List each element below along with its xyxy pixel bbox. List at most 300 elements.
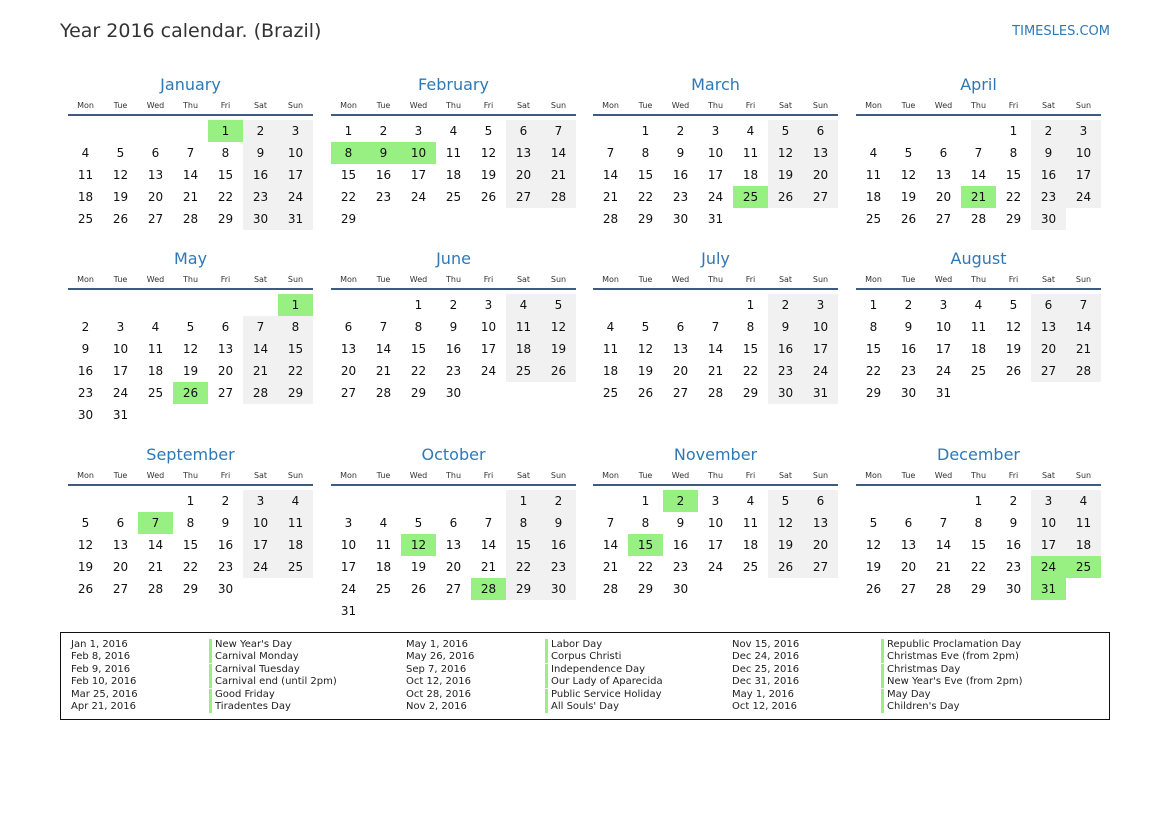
day-cell: 31 [340,604,357,618]
weekday-label: Sat [516,275,531,284]
holiday-day-cell: 7 [138,512,173,534]
weekday-label: Mon [602,101,619,110]
day-cell: 15 [278,338,313,360]
holiday-name: Children's Day [881,701,960,713]
day-cell: 8 [186,516,195,530]
day-cell: 16 [375,168,392,182]
day-cell: 28 [602,212,619,226]
weekday-label: Tue [901,101,916,110]
weekday-label: Mon [340,471,357,480]
day-cell: 27 [506,186,541,208]
holiday-name: Carnival end (until 2pm) [209,676,337,688]
month-february [331,75,576,255]
weekday-label: Sat [253,101,268,110]
holiday-date: Feb 10, 2016 [71,676,137,688]
day-cell: 1 [746,298,755,312]
day-cell: 12 [768,512,803,534]
day-cell: 13 [112,538,129,552]
weekday-label: Sun [550,101,567,110]
day-cell: 22 [637,190,654,204]
day-cell: 2 [221,494,230,508]
day-cell: 25 [445,190,462,204]
day-cell: 26 [768,556,803,578]
holiday-date: Mar 25, 2016 [71,688,138,700]
day-cell: 1 [1009,124,1018,138]
day-cell: 15 [217,168,234,182]
day-cell: 18 [506,338,541,360]
month-divider [68,288,313,290]
weekday-label: Tue [113,101,128,110]
weekday-label: Mon [602,471,619,480]
weekday-label: Thu [182,101,199,110]
month-november [593,445,838,625]
day-cell: 6 [939,146,948,160]
day-cell: 28 [935,582,952,596]
day-cell: 12 [112,168,129,182]
weekday-label: Mon [602,275,619,284]
weekday-label: Fri [1008,275,1019,284]
day-cell: 15 [742,342,759,356]
day-cell: 8 [414,320,423,334]
day-cell: 4 [606,320,615,334]
day-cell: 17 [410,168,427,182]
weekday-label: Tue [376,275,391,284]
weekday-label: Mon [340,101,357,110]
holiday-name: Carnival Tuesday [209,664,300,676]
weekday-label: Fri [220,275,231,284]
day-cell: 20 [445,560,462,574]
day-cell: 10 [935,320,952,334]
day-cell: 21 [707,364,724,378]
weekday-label: Thu [182,275,199,284]
day-cell: 13 [1031,316,1066,338]
day-cell: 10 [803,316,838,338]
day-cell: 24 [243,556,278,578]
day-cell: 9 [221,516,230,530]
day-cell: 25 [375,582,392,596]
day-cell: 25 [147,386,164,400]
day-cell: 27 [340,386,357,400]
site-link[interactable]: TIMESLES.COM [1012,24,1110,39]
day-cell: 8 [221,146,230,160]
holiday-day-cell: 31 [1031,578,1066,600]
weekday-label: Sat [253,275,268,284]
day-cell: 26 [541,360,576,382]
month-september [68,445,313,625]
weekday-label: Tue [901,471,916,480]
day-cell: 9 [81,342,90,356]
day-cell: 3 [414,124,423,138]
day-cell: 5 [768,120,803,142]
day-cell: 13 [506,142,541,164]
day-cell: 5 [869,516,878,530]
day-cell: 23 [77,386,94,400]
day-cell: 6 [116,516,125,530]
weekday-label: Fri [1008,471,1019,480]
weekday-label: Thu [182,471,199,480]
day-cell: 4 [1066,490,1101,512]
day-cell: 19 [900,190,917,204]
day-cell: 31 [278,208,313,230]
day-cell: 29 [742,386,759,400]
day-cell: 1 [641,124,650,138]
day-cell: 18 [77,190,94,204]
day-cell: 29 [278,382,313,404]
weekday-label: Sun [287,471,304,480]
day-cell: 6 [506,120,541,142]
day-cell: 11 [77,168,94,182]
day-cell: 4 [506,294,541,316]
day-cell: 23 [1031,186,1066,208]
day-cell: 13 [445,538,462,552]
day-cell: 16 [672,168,689,182]
day-cell: 3 [484,298,493,312]
day-cell: 19 [1005,342,1022,356]
day-cell: 22 [278,360,313,382]
day-cell: 22 [410,364,427,378]
day-cell: 20 [803,534,838,556]
day-cell: 24 [935,364,952,378]
day-cell: 5 [904,146,913,160]
month-june [331,249,576,429]
day-cell: 26 [768,186,803,208]
weekday-label: Sat [516,471,531,480]
day-cell: 29 [1005,212,1022,226]
weekday-label: Thu [445,101,462,110]
day-cell: 14 [541,142,576,164]
day-cell: 5 [1009,298,1018,312]
day-cell: 27 [803,556,838,578]
weekday-label: Wed [409,275,428,284]
month-divider [68,114,313,116]
weekday-label: Mon [77,101,94,110]
day-cell: 15 [506,534,541,556]
day-cell: 13 [147,168,164,182]
day-cell: 14 [375,342,392,356]
weekday-label: Thu [970,101,987,110]
day-cell: 10 [340,538,357,552]
day-cell: 17 [1031,534,1066,556]
day-cell: 4 [746,494,755,508]
day-cell: 7 [606,516,615,530]
day-cell: 5 [186,320,195,334]
day-cell: 11 [375,538,392,552]
day-cell: 31 [707,212,724,226]
day-cell: 1 [506,490,541,512]
day-cell: 11 [970,320,987,334]
day-cell: 3 [344,516,353,530]
day-cell: 5 [116,146,125,160]
page-title: Year 2016 calendar. (Brazil) [60,20,322,42]
day-cell: 23 [672,560,689,574]
month-title: May [173,249,208,268]
day-cell: 29 [410,386,427,400]
weekday-label: Sat [1041,275,1056,284]
day-cell: 1 [869,298,878,312]
weekday-label: Tue [638,275,653,284]
day-cell: 17 [707,168,724,182]
weekday-label: Sun [287,101,304,110]
day-cell: 27 [1031,360,1066,382]
weekday-label: Tue [638,471,653,480]
day-cell: 20 [340,364,357,378]
day-cell: 12 [77,538,94,552]
weekday-label: Wed [934,101,953,110]
day-cell: 24 [112,386,129,400]
weekday-label: Wed [934,471,953,480]
day-cell: 29 [217,212,234,226]
day-cell: 6 [803,490,838,512]
day-cell: 2 [449,298,458,312]
day-cell: 25 [506,360,541,382]
day-cell: 1 [344,124,353,138]
month-title: June [436,249,471,268]
day-cell: 14 [182,168,199,182]
day-cell: 20 [506,164,541,186]
month-january [68,75,313,255]
day-cell: 31 [935,386,952,400]
day-cell: 29 [637,582,654,596]
month-title: February [418,75,489,94]
day-cell: 9 [449,320,458,334]
day-cell: 1 [186,494,195,508]
month-title: December [937,445,1020,464]
day-cell: 7 [939,516,948,530]
day-cell: 6 [1031,294,1066,316]
day-cell: 16 [243,164,278,186]
month-title: July [701,249,730,268]
holiday-day-cell: 26 [173,382,208,404]
weekday-label: Wed [671,471,690,480]
day-cell: 3 [803,294,838,316]
day-cell: 4 [449,124,458,138]
day-cell: 20 [112,560,129,574]
holiday-day-cell: 25 [1066,556,1101,578]
day-cell: 1 [974,494,983,508]
month-divider [593,288,838,290]
month-divider [593,114,838,116]
day-cell: 30 [445,386,462,400]
day-cell: 22 [1005,190,1022,204]
day-cell: 5 [541,294,576,316]
day-cell: 14 [1066,316,1101,338]
weekday-label: Mon [77,275,94,284]
day-cell: 21 [602,560,619,574]
holiday-day-cell: 1 [278,294,313,316]
day-cell: 20 [900,560,917,574]
day-cell: 7 [541,120,576,142]
holiday-name: New Year's Day [209,639,292,651]
day-cell: 28 [970,212,987,226]
weekday-label: Sun [1075,275,1092,284]
holiday-date: Sep 7, 2016 [406,663,467,675]
day-cell: 21 [1066,338,1101,360]
weekday-label: Sat [1041,101,1056,110]
day-cell: 25 [970,364,987,378]
day-cell: 16 [672,538,689,552]
day-cell: 27 [217,386,234,400]
day-cell: 19 [410,560,427,574]
day-cell: 10 [278,142,313,164]
day-cell: 11 [742,516,759,530]
day-cell: 21 [480,560,497,574]
holiday-date: Jan 1, 2016 [71,639,128,650]
day-cell: 23 [243,186,278,208]
day-cell: 14 [602,538,619,552]
day-cell: 26 [480,190,497,204]
day-cell: 4 [869,146,878,160]
day-cell: 21 [375,364,392,378]
day-cell: 17 [112,364,129,378]
day-cell: 6 [151,146,160,160]
month-title: March [691,75,740,94]
day-cell: 24 [803,360,838,382]
weekday-label: Sat [778,275,793,284]
weekday-label: Mon [77,471,94,480]
month-divider [331,114,576,116]
holiday-name: Our Lady of Aparecida [545,676,663,688]
day-cell: 11 [147,342,164,356]
month-march [593,75,838,255]
day-cell: 14 [602,168,619,182]
day-cell: 19 [865,560,882,574]
day-cell: 25 [602,386,619,400]
weekday-label: Thu [707,101,724,110]
weekday-label: Fri [745,275,756,284]
day-cell: 8 [746,320,755,334]
day-cell: 21 [243,360,278,382]
day-cell: 10 [1066,142,1101,164]
day-cell: 30 [1031,208,1066,230]
day-cell: 22 [865,364,882,378]
day-cell: 9 [541,512,576,534]
holiday-date: Apr 21, 2016 [71,701,137,712]
holiday-name: Tiradentes Day [209,701,291,713]
holiday-day-cell: 24 [1031,556,1066,578]
weekday-label: Tue [638,101,653,110]
holiday-date: Dec 24, 2016 [732,651,800,663]
holiday-name: Independence Day [545,664,645,676]
day-cell: 26 [900,212,917,226]
weekday-label: Wed [146,471,165,480]
day-cell: 9 [904,320,913,334]
day-cell: 12 [900,168,917,182]
weekday-label: Sun [812,275,829,284]
holiday-day-cell: 21 [961,186,996,208]
holiday-date: May 1, 2016 [732,688,795,700]
day-cell: 30 [77,408,94,422]
day-cell: 14 [243,338,278,360]
weekday-label: Fri [1008,101,1019,110]
holiday-legend [60,632,1110,720]
weekday-label: Tue [376,101,391,110]
day-cell: 29 [970,582,987,596]
month-divider [331,484,576,486]
day-cell: 18 [865,190,882,204]
day-cell: 4 [151,320,160,334]
month-divider [856,114,1101,116]
holiday-name: New Year's Eve (from 2pm) [881,676,1023,688]
day-cell: 7 [186,146,195,160]
day-cell: 23 [1005,560,1022,574]
day-cell: 10 [1031,512,1066,534]
day-cell: 31 [112,408,129,422]
weekday-label: Mon [865,471,882,480]
day-cell: 23 [541,556,576,578]
day-cell: 8 [974,516,983,530]
day-cell: 18 [147,364,164,378]
day-cell: 18 [375,560,392,574]
holiday-date: Oct 12, 2016 [732,701,797,712]
day-cell: 21 [147,560,164,574]
weekday-label: Fri [220,471,231,480]
weekday-label: Sat [778,471,793,480]
day-cell: 30 [900,386,917,400]
day-cell: 18 [602,364,619,378]
day-cell: 19 [77,560,94,574]
day-cell: 22 [506,556,541,578]
weekday-label: Sun [812,471,829,480]
day-cell: 17 [340,560,357,574]
day-cell: 17 [1066,164,1101,186]
day-cell: 5 [414,516,423,530]
day-cell: 23 [375,190,392,204]
day-cell: 3 [1066,120,1101,142]
weekday-label: Fri [745,101,756,110]
day-cell: 2 [379,124,388,138]
day-cell: 21 [541,164,576,186]
weekday-label: Wed [146,275,165,284]
day-cell: 5 [484,124,493,138]
weekday-label: Fri [483,471,494,480]
month-april [856,75,1101,255]
day-cell: 20 [672,364,689,378]
day-cell: 4 [81,146,90,160]
weekday-label: Sun [550,471,567,480]
day-cell: 19 [182,364,199,378]
day-cell: 17 [707,538,724,552]
day-cell: 10 [707,516,724,530]
day-cell: 30 [672,212,689,226]
holiday-name: Public Service Holiday [545,689,662,701]
day-cell: 15 [1005,168,1022,182]
holiday-name: Labor Day [545,639,602,651]
day-cell: 27 [112,582,129,596]
day-cell: 9 [768,316,803,338]
day-cell: 29 [865,386,882,400]
day-cell: 31 [803,382,838,404]
day-cell: 4 [746,124,755,138]
day-cell: 21 [602,190,619,204]
day-cell: 9 [243,142,278,164]
day-cell: 16 [900,342,917,356]
holiday-date: Nov 15, 2016 [732,639,800,650]
day-cell: 14 [970,168,987,182]
month-december [856,445,1101,625]
day-cell: 18 [742,168,759,182]
day-cell: 7 [243,316,278,338]
weekday-label: Wed [146,101,165,110]
day-cell: 16 [1005,538,1022,552]
holiday-date: May 1, 2016 [406,639,469,650]
day-cell: 26 [112,212,129,226]
day-cell: 22 [970,560,987,574]
day-cell: 4 [974,298,983,312]
day-cell: 7 [606,146,615,160]
weekday-label: Tue [376,471,391,480]
weekday-label: Sat [253,471,268,480]
day-cell: 3 [278,120,313,142]
